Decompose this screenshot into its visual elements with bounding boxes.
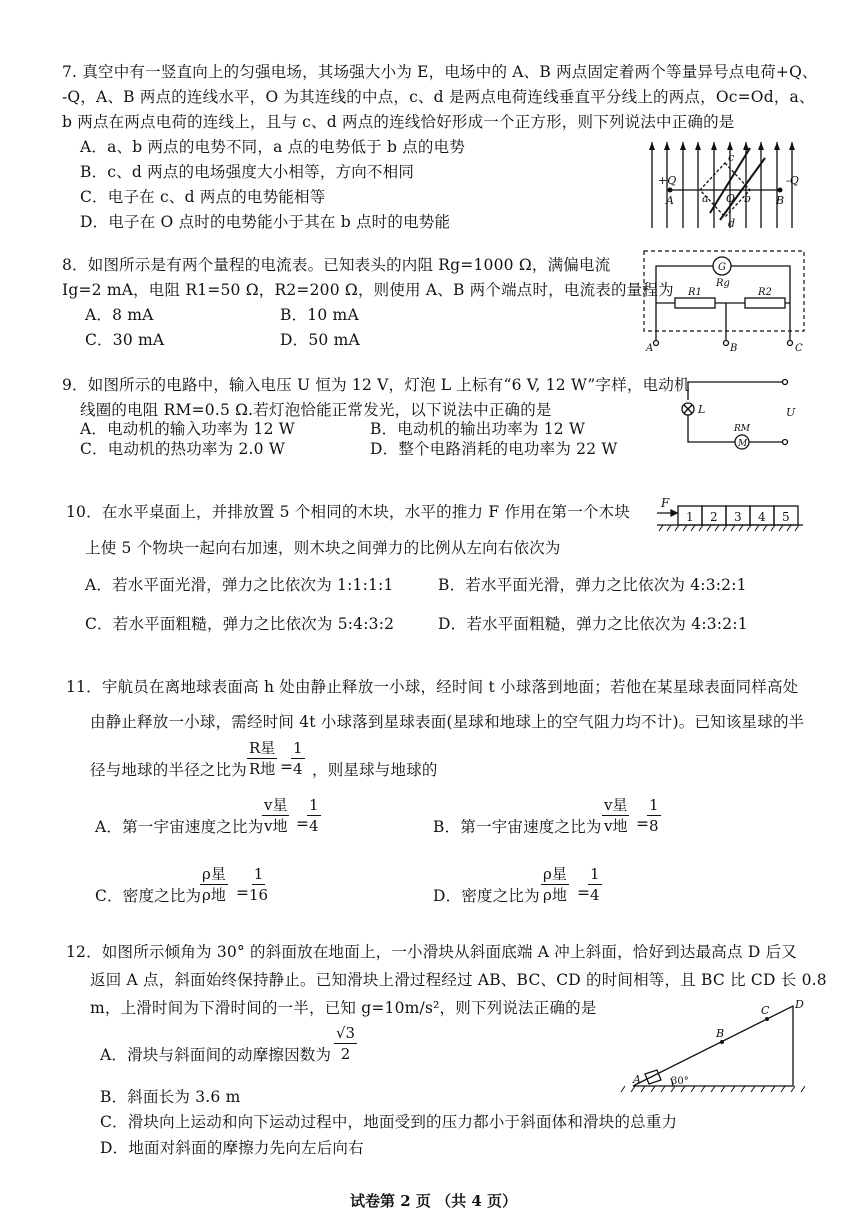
q8-fig-label-r1: R1 bbox=[688, 287, 702, 298]
q10-fig-block-2: 2 bbox=[710, 510, 718, 524]
q12-fig-label-a: A bbox=[633, 1073, 641, 1086]
q12-stem-line3: m，上滑时间为下滑时间的一半，已知 g=10m/s²，则下列说法正确的是 bbox=[90, 999, 597, 1017]
q11-stem-line3-prefix: 径与地球的半径之比为 bbox=[90, 761, 248, 779]
q8-option-d: D．50 mA bbox=[280, 331, 360, 349]
q10-fig-block-5: 5 bbox=[782, 510, 790, 524]
q10-fig-block-1: 1 bbox=[686, 510, 694, 524]
q12-option-c: C．滑块向上运动和向下运动过程中，地面受到的压力都小于斜面体和滑块的总重力 bbox=[100, 1113, 678, 1131]
q10-option-b: B．若水平面光滑，弹力之比依次为 4:3:2:1 bbox=[438, 576, 747, 594]
q7-fig-label-b: b bbox=[744, 192, 752, 205]
q7-stem-line2: -Q，A、B 两点的连线水平，O 为其连线的中点，c、d 是两点电荷连线垂直平分线上的两点，Oc=Od，a、 bbox=[62, 88, 815, 106]
q8-ammeter-circuit-figure bbox=[640, 248, 810, 353]
q12-option-a-value: $\frac{√3}{2}$ bbox=[336, 1024, 356, 1063]
q11-option-b-value: $\frac{1}{8}$ bbox=[649, 796, 659, 835]
q9-option-c: C．电动机的热功率为 2.0 W bbox=[80, 440, 285, 458]
q11-option-b-text: B．第一宇宙速度之比为 bbox=[433, 818, 602, 836]
page-footer: 试卷第 2 页 （共 4 页） bbox=[350, 1192, 517, 1210]
q7-fig-label-a-upper: A bbox=[666, 194, 674, 207]
q8-option-a: A．8 mA bbox=[85, 306, 154, 324]
q11-stem-line3-suffix: ，则星球与地球的 bbox=[312, 761, 438, 779]
q12-option-a-text: A．滑块与斜面间的动摩擦因数为 bbox=[100, 1046, 332, 1064]
q7-fig-label-o: O bbox=[726, 192, 736, 205]
q10-stem-line2: 上使 5 个物块一起向右加速，则木块之间弹力的比例从左向右依次为 bbox=[85, 539, 561, 557]
q9-stem-line1: 9．如图所示的电路中，输入电压 U 恒为 12 V，灯泡 L 上标有“6 V, 12 W”字样，电动机 bbox=[62, 376, 690, 394]
q8-stem-line1: 8．如图所示是有两个量程的电流表。已知表头的内阻 Rg=1000 Ω，满偏电流 bbox=[62, 256, 611, 274]
q11-option-d-equals: = bbox=[577, 884, 591, 902]
q7-stem-line3: b 两点在两点电荷的连线上，且与 c、d 两点的连线恰好形成一个正方形，则下列说法中正确的是 bbox=[62, 113, 735, 131]
q12-incline-figure bbox=[615, 998, 810, 1093]
q11-option-c-equals: = bbox=[236, 884, 250, 902]
q7-option-b: B．c、d 两点的电场强度大小相等，方向不相同 bbox=[80, 163, 415, 181]
q9-motor-circuit-figure bbox=[680, 372, 805, 457]
q8-fig-terminal-a: A bbox=[646, 343, 654, 353]
q11-equals: = bbox=[280, 758, 294, 776]
q7-option-d: D．电子在 O 点时的电势能小于其在 b 点时的电势能 bbox=[80, 213, 451, 231]
q12-fig-label-c: C bbox=[761, 1004, 770, 1017]
q8-fig-label-r2: R2 bbox=[758, 287, 772, 298]
q11-option-c-symbol: ρ星 ρ地 bbox=[202, 865, 226, 904]
q7-fig-label-a: a bbox=[702, 192, 709, 205]
q10-fig-block-3: 3 bbox=[734, 510, 742, 524]
q9-fig-motor-symbol: M bbox=[738, 439, 748, 449]
q10-option-c: C．若水平面粗糙，弹力之比依次为 5:4:3:2 bbox=[85, 615, 395, 633]
q9-fig-rm-label: RM bbox=[734, 424, 750, 434]
q12-stem-line1: 12．如图所示倾角为 30° 的斜面放在地面上，一小滑块从斜面底端 A 冲上斜面，恰好到达最高点 D 后又 bbox=[66, 943, 797, 961]
q11-option-c-value: $\frac{1}{16}$ bbox=[249, 865, 269, 904]
q7-fig-label-c: c bbox=[728, 151, 735, 164]
q7-electric-field-figure bbox=[640, 138, 810, 230]
q11-option-b-symbol: v星 v地 bbox=[604, 796, 628, 835]
q11-option-a-value: $\frac{1}{4}$ bbox=[309, 796, 319, 835]
q7-fig-minus-q: -Q bbox=[786, 174, 799, 187]
q12-fig-angle-label: 30° bbox=[671, 1076, 689, 1087]
q12-option-b: B．斜面长为 3.6 m bbox=[100, 1088, 241, 1106]
q10-option-d: D．若水平面粗糙，弹力之比依次为 4:3:2:1 bbox=[438, 615, 748, 633]
q11-option-a-text: A．第一宇宙速度之比为 bbox=[95, 818, 264, 836]
q11-option-d-text: D．密度之比为 bbox=[433, 887, 540, 905]
q11-stem-line2: 由静止释放一小球，需经时间 4t 小球落到星球表面(星球和地球上的空气阻力均不计)。已知该星球的半 bbox=[90, 713, 805, 731]
q10-blocks-figure bbox=[655, 495, 805, 535]
q10-fig-force-label: F bbox=[661, 496, 670, 510]
q8-option-c: C．30 mA bbox=[85, 331, 165, 349]
q11-radius-ratio-symbol: R星 R地 bbox=[249, 739, 276, 778]
q11-stem-line1: 11．宇航员在离地球表面高 h 处由静止释放一小球，经时间 t 小球落到地面；若他在某星球表面同样高处 bbox=[66, 678, 799, 696]
q10-fig-block-4: 4 bbox=[758, 510, 766, 524]
q9-option-d: D．整个电路消耗的电功率为 22 W bbox=[370, 440, 618, 458]
q8-fig-galvanometer: G bbox=[718, 262, 726, 273]
q11-option-b-equals: = bbox=[636, 815, 650, 833]
q8-fig-terminal-c: C bbox=[795, 343, 803, 353]
q12-fig-label-d: D bbox=[795, 998, 804, 1011]
q9-fig-lamp-label: L bbox=[698, 403, 706, 416]
q7-option-c: C．电子在 c、d 两点的电势能相等 bbox=[80, 188, 326, 206]
q11-radius-ratio-value: $\frac{1}{4}$ bbox=[293, 739, 303, 778]
q10-option-a: A．若水平面光滑，弹力之比依次为 1:1:1:1 bbox=[85, 576, 394, 594]
q10-stem-line1: 10．在水平桌面上，并排放置 5 个相同的木块，水平的推力 F 作用在第一个木块 bbox=[66, 503, 631, 521]
q9-option-a: A．电动机的输入功率为 12 W bbox=[80, 420, 295, 438]
q11-option-d-value: $\frac{1}{4}$ bbox=[590, 865, 600, 904]
q8-fig-terminal-b: B bbox=[730, 343, 738, 353]
q7-stem-line1: 7. 真空中有一竖直向上的匀强电场，其场强大小为 E，电场中的 A、B 两点固定着两个等量异号点电荷+Q、 bbox=[62, 63, 818, 81]
q9-stem-line2: 线圈的电阻 RM=0.5 Ω.若灯泡恰能正常发光，以下说法中正确的是 bbox=[80, 401, 552, 419]
q12-stem-line2: 返回 A 点，斜面始终保持静止。已知滑块上滑过程经过 AB、BC、CD 的时间相等，且 BC 比 CD 长 0.8 bbox=[90, 971, 827, 989]
q7-fig-label-d: d bbox=[728, 217, 736, 230]
q7-fig-label-b-upper: B bbox=[776, 194, 785, 207]
q11-option-a-equals: = bbox=[296, 815, 310, 833]
q7-option-a: A．a、b 两点的电势不同，a 点的电势低于 b 点的电势 bbox=[80, 138, 466, 156]
q9-option-b: B．电动机的输出功率为 12 W bbox=[370, 420, 586, 438]
q12-option-d: D．地面对斜面的摩擦力先向左后向右 bbox=[100, 1139, 364, 1157]
q11-option-d-symbol: ρ星 ρ地 bbox=[543, 865, 567, 904]
q8-stem-line2: Ig=2 mA，电阻 R1=50 Ω，R2=200 Ω，则使用 A、B 两个端点时，电流表的量程为 bbox=[62, 281, 674, 299]
q8-fig-label-rg: Rg bbox=[716, 278, 730, 289]
q12-fig-label-b: B bbox=[716, 1027, 725, 1040]
q11-option-a-symbol: v星 v地 bbox=[264, 796, 288, 835]
q8-option-b: B．10 mA bbox=[280, 306, 359, 324]
q11-option-c-text: C．密度之比为 bbox=[95, 887, 202, 905]
q9-fig-voltage-label: U bbox=[786, 406, 796, 419]
q7-fig-plus-q: +Q bbox=[658, 174, 677, 187]
